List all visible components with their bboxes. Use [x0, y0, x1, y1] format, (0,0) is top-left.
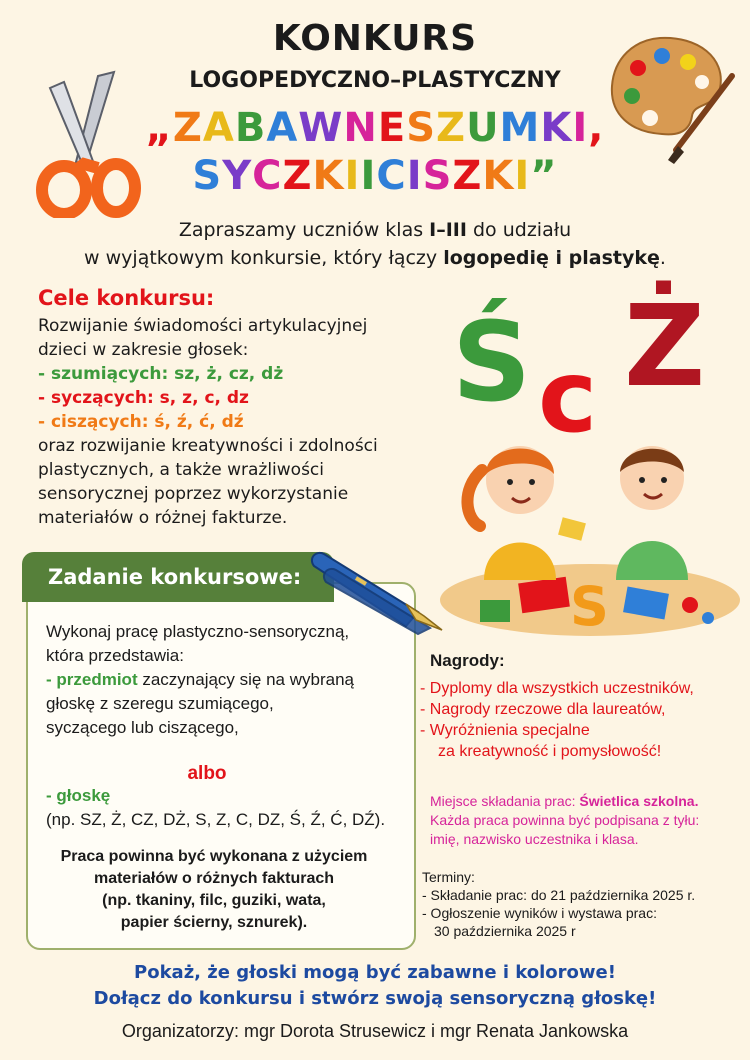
- contest-name-letter: „: [145, 105, 173, 151]
- task-text: Wykonaj pracę plastyczno-sensoryczną, która przedstawia: - przedmiot zaczynający się na wybraną głoskę z szeregu szumiącego, syczącego lub ciszącego,: [46, 622, 354, 737]
- contest-name-letter: M: [499, 105, 541, 151]
- task-gloska: - głoskę (np. SZ, Ż, CZ, DŻ, S, Z, C, DZ, Ś, Ź, Ć, DŹ).: [46, 786, 386, 829]
- letter-s-shape: S: [570, 575, 609, 638]
- contest-name-letter: I: [514, 153, 531, 199]
- children-drawing: [420, 430, 740, 640]
- contest-name-letter: K: [482, 153, 515, 199]
- poster-subtitle: LOGOPEDYCZNO–PLASTYCZNY: [189, 68, 561, 93]
- intro-text: Zapraszamy uczniów klas I–III do udziału w wyjątkowym konkursie, który łączy logopedię i plastykę.: [84, 219, 666, 269]
- kids-illustration: [420, 282, 740, 640]
- contest-name-letter: C: [252, 153, 283, 199]
- letter-c: c: [538, 338, 598, 455]
- task-heading: Zadanie konkursowe:: [22, 552, 334, 602]
- contest-name-letter: K: [312, 153, 345, 199]
- contest-name-letter: ”: [530, 153, 558, 199]
- prizes-heading: Nagrody:: [430, 651, 505, 670]
- poster-title: KONKURS: [272, 18, 478, 59]
- goals-syczace: - syczących: s, z, c, dz: [38, 388, 249, 408]
- contest-name-letter: B: [234, 105, 267, 151]
- contest-name-letter: N: [343, 105, 378, 151]
- goals-text: Rozwijanie świadomości artykulacyjnej dzieci w zakresie głosek: - szumiących: sz, ż, cz, dż - syczących: s, z, c, dz - ciszących: ś, ź, ć, dź oraz rozwijanie kreatywności i zdolności plastycznych, a także wrażliwości sensorycznej poprzez wykorzystanie materiałów o różnej fakturze.: [38, 314, 458, 530]
- contest-name-letter: I: [572, 105, 589, 151]
- letter-z-dot: Ż: [624, 282, 706, 412]
- deadlines: Terminy: - Składanie prac: do 21 października 2025 r. - Ogłoszenie wyników i wystawa prac: 30 października 2025 r: [422, 869, 696, 939]
- task-materials: Praca powinna być wykonana z użyciem materiałów o różnych fakturach (np. tkaniny, filc, guziki, wata, papier ścierny, sznurek).: [60, 848, 368, 931]
- contest-name-letter: A: [202, 105, 235, 151]
- contest-name-letter: U: [466, 105, 500, 151]
- contest-name-letter: E: [377, 105, 407, 151]
- contest-name-letter: ,: [588, 105, 605, 151]
- task-przedmiot: - przedmiot: [46, 670, 138, 689]
- contest-name-letter: C: [376, 153, 407, 199]
- prizes-list: - Dyplomy dla wszystkich uczestników, - Nagrody rzeczowe dla laureatów, - Wyróżnienia specjalne za kreatywność i pomysłowość!: [420, 680, 694, 760]
- contest-name-letter: S: [406, 105, 437, 151]
- letter-s-acute: Ś: [452, 298, 532, 426]
- goals-heading: Cele konkursu:: [38, 286, 215, 310]
- contest-name-letter: W: [298, 105, 344, 151]
- contest-name-letter: Z: [452, 153, 483, 199]
- contest-name-line1: [0, 104, 750, 152]
- contest-name-letter: S: [192, 153, 223, 199]
- contest-name-letter: I: [406, 153, 423, 199]
- contest-name-letter: K: [540, 105, 573, 151]
- goals-ciszace: - ciszących: ś, ź, ć, dź: [38, 412, 244, 432]
- call-to-action: Pokaż, że głoski mogą być zabawne i kolorowe! Dołącz do konkursu i stwórz swoją sensoryczną głoskę!: [93, 962, 657, 1009]
- contest-name-letter: A: [266, 105, 299, 151]
- contest-name-letter: Z: [436, 105, 467, 151]
- goals-szumiace: - szumiących: sz, ż, cz, dż: [38, 364, 284, 384]
- contest-name-line2: [0, 152, 750, 200]
- task-albo: albo: [187, 763, 227, 784]
- organizers: Organizatorzy: mgr Dorota Strusewicz i mgr Renata Jankowska: [121, 1021, 629, 1041]
- contest-name-letter: Z: [172, 105, 203, 151]
- contest-name: [0, 104, 750, 200]
- contest-name-letter: I: [344, 153, 361, 199]
- contest-name-letter: Z: [282, 153, 313, 199]
- contest-name-letter: I: [360, 153, 377, 199]
- submission-info: Miejsce składania prac: Świetlica szkolna. Każda praca powinna być podpisana z tyłu: imię, nazwisko uczestnika i klasa.: [430, 793, 700, 847]
- contest-name-letter: Y: [222, 153, 253, 199]
- contest-name-letter: S: [422, 153, 453, 199]
